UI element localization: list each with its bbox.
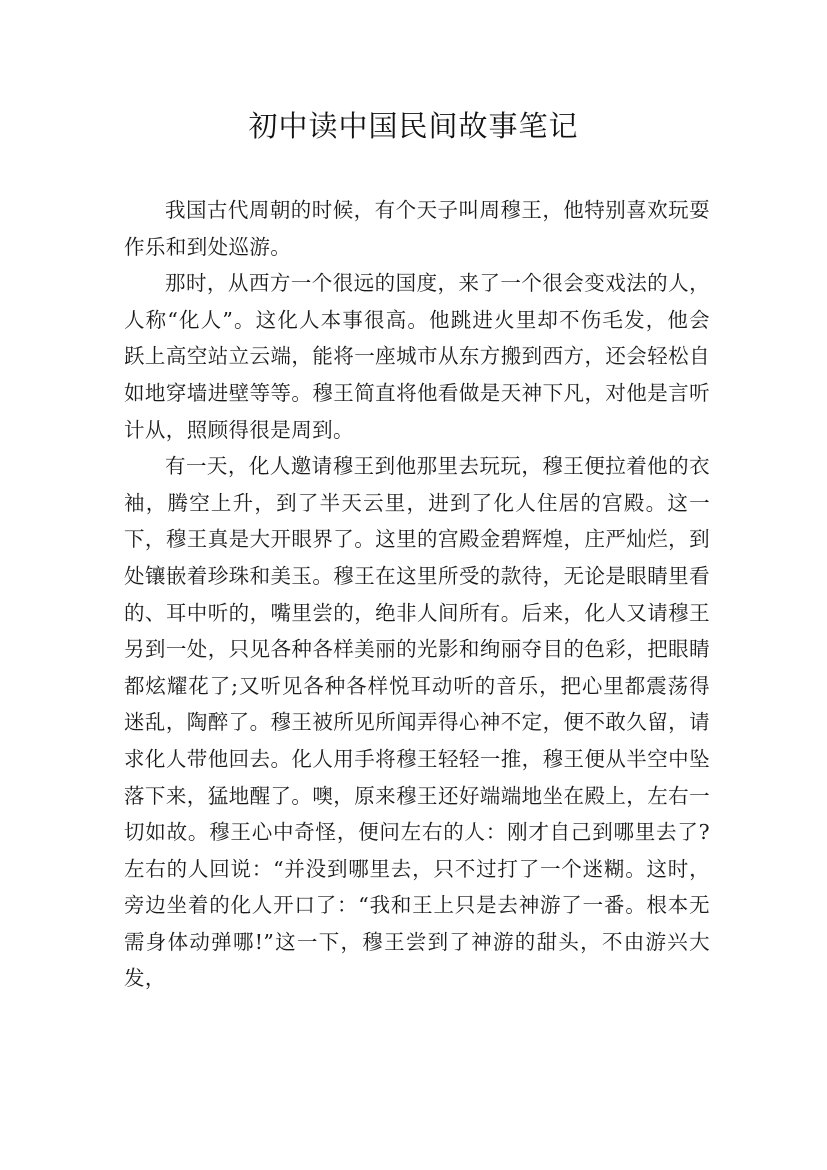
paragraph-1: 我国古代周朝的时候，有个天子叫周穆王，他特别喜欢玩耍作乐和到处巡游。 [124,198,710,259]
paragraph-2: 那时，从西方一个很远的国度，来了一个很会变戏法的人，人称“化人”。这化人本事很高。他跳进火里却不伤毛发，他会跃上高空站立云端，能将一座城市从东方搬到西方，还会轻松自如地穿墙进壁等等。穆王简直将他看做是天神下凡，对他是言听计从，照顾得很是周到。 [124,271,710,442]
document-body [124,192,710,997]
paragraph-3: 有一天，化人邀请穆王到他那里去玩玩，穆王便拉着他的衣袖，腾空上升，到了半天云里，进到了化人住居的宫殿。这一下，穆王真是大开眼界了。这里的宫殿金碧辉煌，庄严灿烂，到处镶嵌着珍珠和美玉。穆王在这里所受的款待，无论是眼睛里看的、耳中听的，嘴里尝的，绝非人间所有。后来，化人又请穆王另到一处，只见各种各样美丽的光影和绚丽夺目的色彩，把眼睛都炫耀花了;又听见各种各样悦耳动听的音乐，把心里都震荡得迷乱，陶醉了。穆王被所见所闻弄得心神不定，便不敢久留，请求化人带他回去。化人用手将穆王轻轻一推，穆王便从半空中坠落下来，猛地醒了。噢，原来穆王还好端端地坐在殿上，左右一切如故。穆王心中奇怪，便问左右的人：刚才自己到哪里去了?左右的人回说：“并没到哪里去，只不过打了一个迷糊。这时，旁边坐着的化人开口了：“我和王上只是去神游了一番。根本无需身体动弹哪!”这一下，穆王尝到了神游的甜头，不由游兴大发， [124,454,710,991]
document-title: 初中读中国民间故事笔记 [248,109,579,143]
